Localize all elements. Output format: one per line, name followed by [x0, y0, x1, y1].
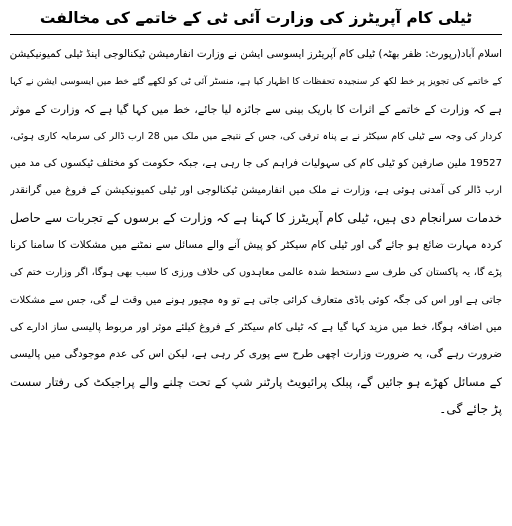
article-line: کردار کی وجہ سے ٹیلی کام سیکٹر نے بے پناہ ترقی کی، جس کے نتیجے میں ملک میں 28 ارب ڈالر کی سرمایہ کاری ہوئی،: [10, 130, 502, 142]
article-line: جاتی ہے اور اس کی جگہ کوئی باڈی متعارف کرائی جاتی ہے تو وہ مچیور ہونے میں وقت لے گی، جس سے مشکلات: [10, 294, 502, 306]
article-line: اسلام آباد(رپورٹ: ظفر بھٹہ) ٹیلی کام آپریٹرز ایسوسی ایشن نے وزارت انفارمیشن ٹیکنالوجی اینڈ ٹیلی کمیونیکیشن: [10, 48, 502, 60]
article-line: کردہ مہارت ضائع ہو جائے گی اور ٹیلی کام سیکٹر کو پیش آنے والے مسائل سے نمٹنے میں مشکلات کا سامنا کرنا: [10, 239, 502, 252]
article-line: ارب ڈالر کی آمدنی ہوئی ہے، وزارت نے ملک میں انفارمیشن ٹیکنالوجی اور ٹیلی کمیونیکیشن کے فروغ میں گرانقدر: [10, 185, 502, 197]
article-line: ضرورت رہے گی، یہ ضرورت وزارت اچھی طرح سے پوری کر رہی ہے، لیکن اس کی عدم موجودگی میں پالیسی: [10, 348, 502, 361]
article-line: میں اضافہ ہوگا، خط میں مزید کہا گیا ہے کہ ٹیلی کام سیکٹر کے فروغ کیلئے موثر اور مربوط پالیسی ساز ادارے کی: [10, 321, 502, 333]
article-line: پڑے گا، یہ پاکستان کی طرف سے دستخط شدہ عالمی معاہدوں کی خلاف ورزی کا سبب بھی ہوگا، اگر وزارت ختم کی: [10, 267, 502, 279]
article-line: کے خاتمے کی تجویز پر خط لکھ کر سنجیدہ تحفظات کا اظہار کیا ہے، منسٹر آئی ٹی کو لکھے گئے خط میں ایسوسی ایشن نے کہا: [10, 76, 502, 88]
article-line: پڑ جائے گی۔: [439, 401, 502, 416]
article-line: ہے کہ وزارت کے خاتمے کے اثرات کا باریک بینی سے جائزہ لیا جائے، خط میں کہا گیا ہے کہ وزارت کے موثر: [10, 102, 502, 116]
headline: ٹیلی کام آپریٹرز کی وزارت آئی ٹی کے خاتمے کی مخالفت: [39, 9, 473, 27]
headline-underline: [10, 34, 502, 35]
article-line: 19527 ملین صارفین کو ٹیلی کام کی سہولیات فراہم کی جا رہی ہے، جبکہ حکومت کو مختلف ٹیکسوں کی مد میں: [10, 158, 502, 170]
article-line: کے مسائل کھڑے ہو جائیں گے، پبلک پرائیویٹ پارٹنر شپ کے تحت چلنے والے پراجیکٹ کی رفتار سست: [10, 374, 502, 389]
article-line: خدمات سرانجام دی ہیں، ٹیلی کام آپریٹرز کا کہنا ہے کہ وزارت کے برسوں کے تجربات سے حاصل: [10, 210, 502, 225]
article-body: [10, 41, 502, 423]
